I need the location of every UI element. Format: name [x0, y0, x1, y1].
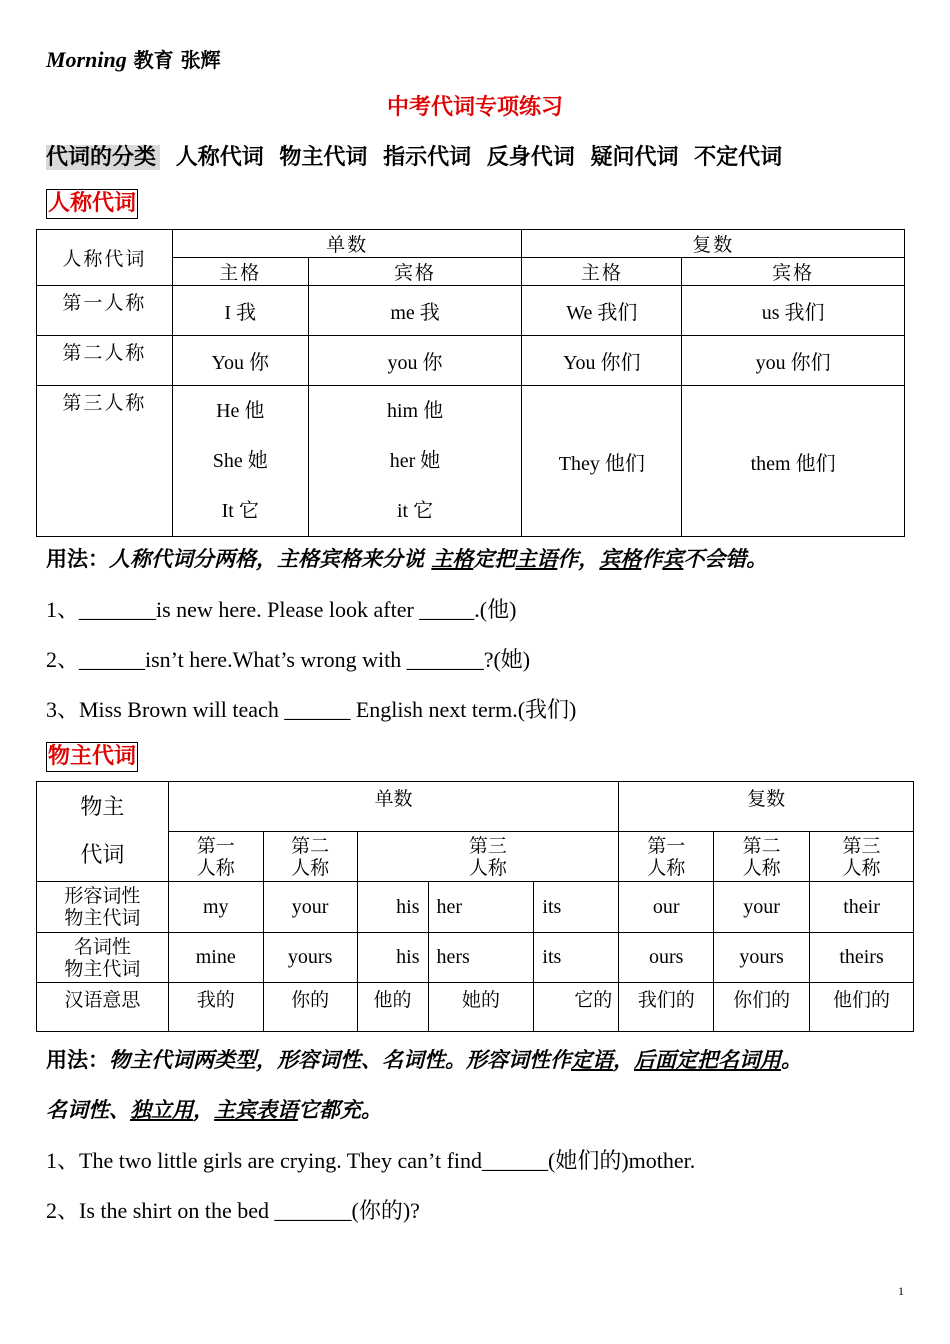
- cell: its: [534, 933, 619, 983]
- cell: 你的: [263, 983, 357, 1032]
- cell: me 我: [308, 286, 522, 336]
- cell: yours: [714, 933, 810, 983]
- exercise-item: 2、______isn’t here.What’s wrong with _______?(她): [46, 647, 531, 672]
- usage-text: 名词性、: [46, 1098, 130, 1122]
- usage-text: 定把: [473, 547, 516, 571]
- usage-text: 宾: [662, 547, 684, 571]
- document-header: [46, 44, 221, 73]
- exercise-item: 1、The two little girls are crying. They can’t find______(她们的)mother.: [46, 1148, 696, 1173]
- cell: their: [810, 882, 914, 933]
- cell: your: [263, 882, 357, 933]
- row-label: 第三人称: [37, 386, 173, 537]
- cell: hers: [428, 933, 534, 983]
- usage-text: 主语: [515, 547, 558, 571]
- cell: us 我们: [682, 286, 905, 336]
- cell: my: [168, 882, 263, 933]
- cell: You 你们: [522, 336, 682, 386]
- cell: theirs: [810, 933, 914, 983]
- cell-line: her 她: [389, 450, 441, 472]
- table-row: [37, 882, 914, 933]
- row-label: 第二人称: [37, 336, 173, 386]
- plural-header: 复数: [522, 230, 905, 258]
- cell: your: [714, 882, 810, 933]
- cell: 她的: [428, 983, 534, 1032]
- cell: its: [534, 882, 619, 933]
- exercise-item: 2、Is the shirt on the bed _______(你的)?: [46, 1198, 420, 1223]
- cell: 我的: [168, 983, 263, 1032]
- classification-label: 代词的分类: [46, 145, 160, 170]
- page-number: 1: [898, 1284, 904, 1298]
- second-person-header: 第二 人称: [263, 832, 357, 882]
- cell: 它的: [534, 983, 619, 1032]
- cell: you 你们: [682, 336, 905, 386]
- usage-text: 独立用: [130, 1098, 193, 1122]
- possessive-pronoun-table: [36, 781, 914, 1032]
- personal-pronoun-table: [36, 229, 905, 537]
- header-brand: Morning: [46, 47, 127, 72]
- exercise-item: 1、_______is new here. Please look after _____.(他): [46, 597, 517, 622]
- cell: You 你: [172, 336, 308, 386]
- classification-item: 指示代词: [383, 145, 472, 170]
- usage-text: 后面定把名词用: [634, 1048, 781, 1072]
- nominative-header: 主格: [522, 258, 682, 286]
- cell: them 他们: [682, 386, 905, 537]
- table-corner: [37, 782, 169, 882]
- cell: 你们的: [714, 983, 810, 1032]
- cell: 我们的: [619, 983, 714, 1032]
- personal-pronoun-heading: 人称代词: [46, 189, 138, 219]
- first-person-header: 第一 人称: [619, 832, 714, 882]
- objective-header: 宾格: [308, 258, 522, 286]
- header-author: 教育 张辉: [126, 48, 221, 72]
- usage-prefix: 用法：: [46, 547, 109, 571]
- cell-line: It 它: [221, 500, 259, 522]
- second-person-header: 第二 人称: [714, 832, 810, 882]
- singular-header: 单数: [172, 230, 522, 258]
- table-row: [37, 983, 914, 1032]
- cell-line: She 她: [212, 450, 268, 472]
- possessive-pronoun-heading: 物主代词: [46, 742, 138, 772]
- classification-item: 疑问代词: [590, 145, 679, 170]
- plural-header: 复数: [619, 782, 914, 832]
- table-row: [37, 286, 905, 336]
- row-label: 名词性 物主代词: [37, 933, 169, 983]
- cell: [308, 386, 522, 537]
- corner-bottom: 代词: [80, 842, 125, 868]
- usage-text: 主宾表语: [214, 1098, 298, 1122]
- corner-top: 物主: [80, 794, 125, 820]
- usage-text: ，: [613, 1048, 634, 1072]
- cell: [172, 386, 308, 537]
- cell: you 你: [308, 336, 522, 386]
- pronoun-classification: [46, 140, 782, 171]
- cell: We 我们: [522, 286, 682, 336]
- classification-item: 人称代词: [175, 145, 264, 170]
- usage-text: 。: [781, 1048, 802, 1072]
- personal-usage: [46, 543, 767, 573]
- usage-text: ，: [193, 1098, 214, 1122]
- first-person-header: 第一 人称: [168, 832, 263, 882]
- usage-text: 作，: [557, 547, 600, 571]
- cell-line: He 他: [216, 400, 265, 422]
- usage-text: 宾格: [599, 547, 642, 571]
- cell: 他的: [357, 983, 428, 1032]
- classification-item: 不定代词: [694, 145, 783, 170]
- usage-text: 主格: [431, 547, 474, 571]
- table-row: [37, 336, 905, 386]
- usage-text: 物主代词两类型，形容词性、名词性。形容词性作: [109, 1048, 571, 1072]
- usage-text: 它都充。: [298, 1098, 382, 1122]
- row-label: 第一人称: [37, 286, 173, 336]
- cell: They 他们: [522, 386, 682, 537]
- table-row: [37, 933, 914, 983]
- cell: yours: [263, 933, 357, 983]
- cell: 他们的: [810, 983, 914, 1032]
- classification-item: 反身代词: [486, 145, 575, 170]
- usage-text: 不会错。: [683, 547, 768, 571]
- usage-prefix: 用法：: [46, 1048, 109, 1072]
- usage-text: 作: [641, 547, 663, 571]
- usage-text: 定语: [571, 1048, 613, 1072]
- nominative-header: 主格: [172, 258, 308, 286]
- cell: her: [428, 882, 534, 933]
- cell: his: [357, 933, 428, 983]
- table-row: [37, 386, 905, 537]
- possessive-usage-line2: [46, 1094, 382, 1124]
- cell: our: [619, 882, 714, 933]
- possessive-usage: [46, 1044, 802, 1074]
- cell: mine: [168, 933, 263, 983]
- page-title: 中考代词专项练习: [386, 95, 563, 120]
- exercise-item: 3、Miss Brown will teach ______ English next term.(我们): [46, 697, 577, 722]
- cell-line: him 他: [386, 400, 444, 422]
- objective-header: 宾格: [682, 258, 905, 286]
- singular-header: 单数: [168, 782, 618, 832]
- third-person-header: 第三 人称: [357, 832, 619, 882]
- third-person-header: 第三 人称: [810, 832, 914, 882]
- table-corner: 人称代词: [37, 230, 173, 286]
- cell-line: it 它: [396, 500, 434, 522]
- row-label: 形容词性 物主代词: [37, 882, 169, 933]
- cell: ours: [619, 933, 714, 983]
- row-label: 汉语意思: [37, 983, 169, 1032]
- classification-item: 物主代词: [279, 145, 368, 170]
- usage-text: 人称代词分两格，主格宾格来分说: [109, 547, 432, 571]
- cell: I 我: [172, 286, 308, 336]
- cell: his: [357, 882, 428, 933]
